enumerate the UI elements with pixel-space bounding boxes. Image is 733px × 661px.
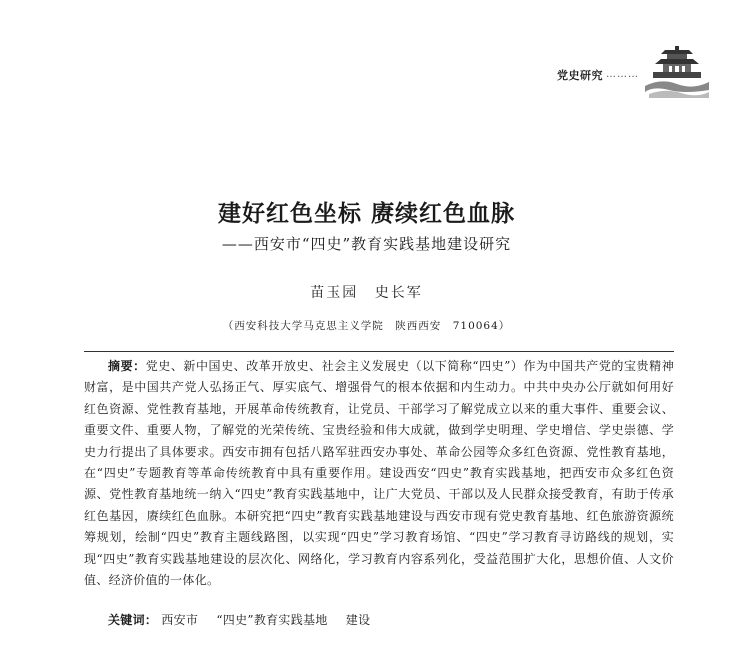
abstract-label: 摘要：: [108, 359, 146, 373]
article-subtitle: ——西安市“四史”教育实践基地建设研究: [221, 235, 512, 253]
pagoda-logo-icon: [645, 40, 709, 100]
section-label: 党史研究: [557, 69, 603, 82]
leader-dots: ………: [606, 69, 639, 80]
author-2: 史长军: [374, 285, 423, 301]
keywords: [84, 611, 674, 628]
affiliation: （西安科技大学马克思主义学院 陕西西安 710064）: [222, 320, 511, 332]
abstract: [84, 356, 674, 591]
keyword-1: 西安市: [161, 613, 199, 627]
divider: [84, 351, 674, 352]
keywords-label: 关键词：: [108, 613, 158, 627]
author-1: 苗玉园: [310, 285, 359, 301]
page-header: [469, 40, 709, 100]
abstract-text: 党史、新中国史、改革开放史、社会主义发展史（以下简称“四史”）作为中国共产党的宝贵精神财富，是中国共产党人弘扬正气、厚实底气、增强骨气的根本依据和内生动力。中共中央办公厅就如何用好红色资源、党性教育基地，开展革命传统教育，让党员、干部学习了解党成立以来的重大事件、重要会议、重要文件、重要人物，了解党的光荣传统、宝贵经验和伟大成就，做到学史明理、学史增信、学史崇德、学史力行提出了具体要求。西安市拥有包括八路军驻西安办事处、革命公园等众多红色资源、党性教育基地，在“四史”专题教育等革命传统教育中具有重要作用。建设西安“四史”教育实践基地，把西安市众多红色资源、党性教育基地统一纳入“四史”教育实践基地中，让广大党员、干部以及人民群众接受教育，有助于传承红色基因，赓续红色血脉。本研究把“四史”教育实践基地建设与西安市现有党史教育基地、红色旅游资源统筹规划，绘制“四史”教育主题线路图，以实现“四史”学习教育场馆、“四史”学习教育寻访路线的规划，实现“四史”教育实践基地建设的层次化、网络化，学习教育内容系列化，受益范围扩大化，思想价值、人文价值、经济价值的一体化。: [84, 359, 674, 588]
keyword-3: 建设: [345, 613, 371, 627]
keyword-2: “四史”教育实践基地: [216, 613, 328, 627]
authors: [0, 282, 733, 302]
article-title: 建好红色坐标 赓续红色血脉: [217, 201, 515, 227]
